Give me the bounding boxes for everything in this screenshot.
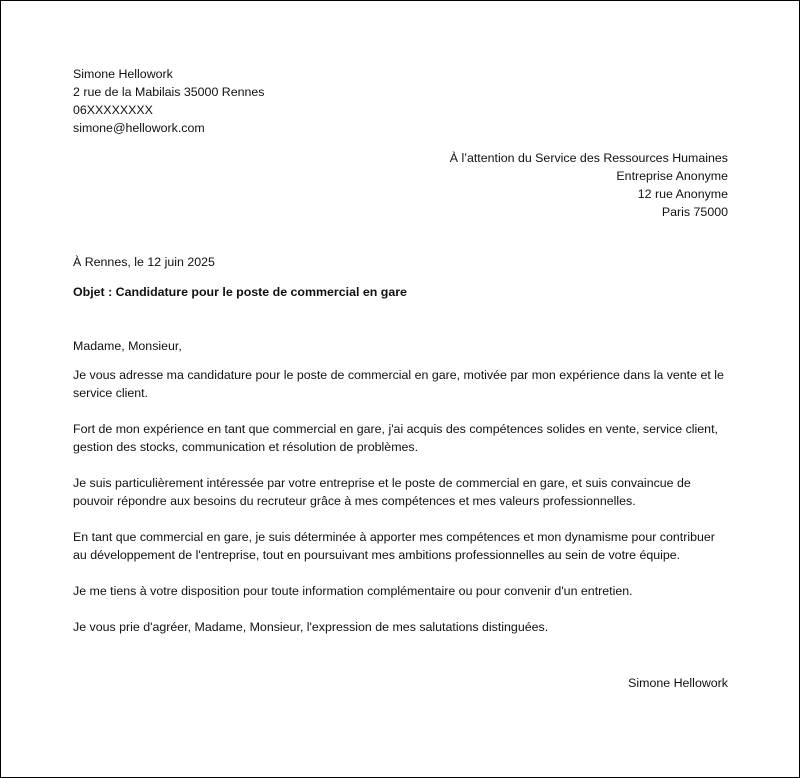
sender-phone: 06XXXXXXXX [73,103,153,117]
recipient-attention: À l’attention du Service des Ressources Humaines [449,151,728,165]
body-paragraph-motivation: Je suis particulièrement intéressée par votre entreprise et le poste de commercial en gare, et suis convaincue de pouvoir répondre aux besoins du recruteur grâce à mes compétences et mes valeurs professionnelles. [73,476,691,508]
recipient-street: 12 rue Anonyme [637,187,728,201]
letter-subject: Objet : Candidature pour le poste de commercial en gare [73,285,407,299]
letter-body [73,366,728,636]
recipient-block [73,149,728,221]
recipient-company: Entreprise Anonyme [616,169,728,183]
sender-name: Simone Hellowork [73,67,173,81]
letter-salutation: Madame, Monsieur, [73,339,182,353]
sender-block [73,65,728,137]
body-paragraph-experience: Fort de mon expérience en tant que commercial en gare, j'ai acquis des compétences solides en vente, service client, gestion des stocks, communication et résolution de problèmes. [73,422,718,454]
letter-signature: Simone Hellowork [628,676,728,690]
body-paragraph-intro: Je vous adresse ma candidature pour le poste de commercial en gare, motivée par mon expérience dans la vente et le service client. [73,368,724,400]
letter-date: À Rennes, le 12 juin 2025 [73,255,215,269]
sender-address: 2 rue de la Mabilais 35000 Rennes [73,85,265,99]
recipient-city: Paris 75000 [661,205,728,219]
body-paragraph-commitment: En tant que commercial en gare, je suis déterminée à apporter mes compétences et mon dynamisme pour contribuer au développement de l'entreprise, tout en poursuivant mes ambitions professionnelles au sein de votre équipe. [73,530,715,562]
body-paragraph-availability: Je me tiens à votre disposition pour toute information complémentaire ou pour convenir d'un entretien. [73,584,633,598]
sender-email: simone@hellowork.com [73,121,205,135]
body-paragraph-closing: Je vous prie d'agréer, Madame, Monsieur, l'expression de mes salutations distinguées. [73,620,549,634]
letter-content [73,65,728,692]
